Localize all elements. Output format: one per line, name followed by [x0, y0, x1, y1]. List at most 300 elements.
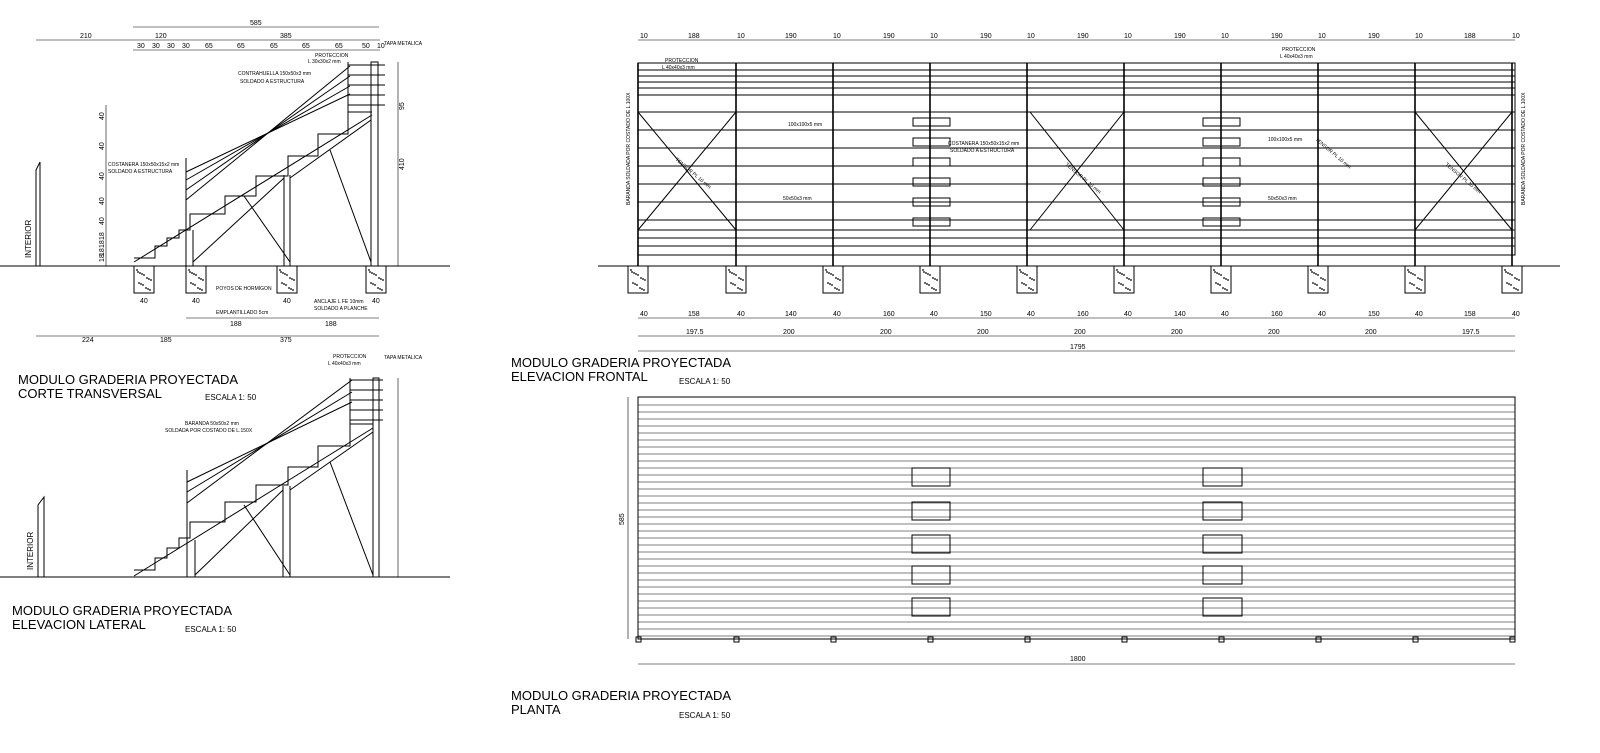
hatch-dot — [374, 284, 376, 286]
hatch-dot — [740, 278, 742, 280]
mid-dim-label: 150 — [1368, 311, 1380, 318]
hatch-dot — [1022, 272, 1024, 274]
interior-label: INTERIOR — [24, 219, 33, 258]
mid-dim-label: 40 — [930, 311, 938, 318]
hatch-dot — [1411, 283, 1413, 285]
note-poyos: POYOS DE HORMIGON — [216, 286, 272, 292]
dim-rear-zone: 385 — [280, 33, 292, 40]
hatch-dot — [734, 284, 736, 286]
vert-dim-label: 40 — [99, 142, 106, 150]
mid-dim-label: 40 — [1512, 311, 1520, 318]
hatch-dot — [381, 289, 383, 291]
sub-dim-label: 65 — [335, 43, 343, 50]
note-anclaje: ANCLAJE L FE 10mm — [314, 299, 364, 305]
hatch-dot — [1028, 287, 1030, 289]
hatch-dot — [643, 289, 645, 291]
mid-dim-label: 160 — [1077, 311, 1089, 318]
elevacion-frontal-view — [511, 33, 1560, 386]
hatch-dot — [827, 282, 829, 284]
sub-dimension-row — [137, 43, 385, 50]
hatch-dot — [1412, 273, 1414, 275]
hatch-dot — [732, 283, 734, 285]
hatch-dot — [281, 282, 283, 284]
hatch-dot — [730, 282, 732, 284]
hatch-dot — [200, 278, 202, 280]
hatch-dot — [189, 271, 191, 273]
frontal-rails — [638, 70, 1515, 246]
hatch-dot — [1128, 278, 1130, 280]
hatch-dot — [145, 287, 147, 289]
frontal-note-costanera: COSTANERA 150x50x15x2 mm — [948, 141, 1020, 147]
hatch-dot — [1226, 289, 1228, 291]
hatch-dot — [190, 282, 192, 284]
dim-planta-depth: 585 — [619, 513, 626, 525]
top-dim-label: 188 — [688, 33, 700, 40]
hatch-dot — [935, 289, 937, 291]
step-tread — [913, 218, 950, 226]
hatch-dot — [936, 279, 938, 281]
dim-bottom-c: 185 — [160, 337, 172, 344]
hatch-dot — [729, 271, 731, 273]
mid-dim-label: 40 — [737, 311, 745, 318]
hatch-dot — [728, 269, 730, 271]
low-dim-label: 200 — [1268, 329, 1280, 336]
hatch-dot — [830, 273, 832, 275]
low-dim-label: 200 — [1074, 329, 1086, 336]
hatch-dot — [372, 283, 374, 285]
hatch-dot — [138, 282, 140, 284]
top-dim-label: 190 — [1077, 33, 1089, 40]
lateral-note-proteccion-spec: L 40x40x3 mm — [328, 361, 361, 367]
vert-dim-label: 18 — [99, 232, 106, 240]
note-proteccion-spec: L 30x30x2 mm — [308, 59, 341, 65]
step-opening — [912, 468, 950, 486]
hatch-dot — [929, 274, 931, 276]
step-opening — [1203, 468, 1242, 486]
frontal-scale: ESCALA 1: 50 — [679, 377, 731, 386]
footing-width-label: 40 — [283, 298, 291, 305]
mid-dim-label: 150 — [980, 311, 992, 318]
hatch-dot — [288, 287, 290, 289]
hatch-dot — [1020, 271, 1022, 273]
hatch-dot — [149, 289, 151, 291]
hatch-dot — [285, 284, 287, 286]
top-dim-label: 10 — [640, 33, 648, 40]
vert-dim-label: 18 — [99, 254, 106, 262]
hatch-dot — [1029, 277, 1031, 279]
hatch-dot — [1516, 278, 1518, 280]
note-costanera: COSTANERA 150x50x15x2 mm — [108, 162, 180, 168]
dim-guard-height: 95 — [399, 102, 406, 110]
hatch-dot — [293, 279, 295, 281]
hatch-dot — [641, 288, 643, 290]
hatch-dot — [1413, 284, 1415, 286]
top-dim-label: 190 — [883, 33, 895, 40]
hatch-dot — [1122, 284, 1124, 286]
hatch-dot — [639, 287, 641, 289]
sub-dim-label: 30 — [167, 43, 175, 50]
top-dim-label: 188 — [1464, 33, 1476, 40]
corte-title-line2: CORTE TRANSVERSAL — [18, 386, 163, 401]
hatch-dot — [642, 278, 644, 280]
hatch-dot — [1313, 272, 1315, 274]
low-dim-label: 200 — [1171, 329, 1183, 336]
hatch-dot — [1506, 282, 1508, 284]
top-dim-label: 10 — [930, 33, 938, 40]
lateral-scale: ESCALA 1: 50 — [185, 625, 237, 634]
hatch-dot — [282, 272, 284, 274]
frontal-note-perfil-b: 50x50x3 mm — [783, 196, 812, 202]
frontal-title-line1: MODULO GRADERIA PROYECTADA — [511, 355, 732, 370]
hatch-dot — [826, 271, 828, 273]
hatch-dot — [284, 273, 286, 275]
hatch-dot — [1223, 277, 1225, 279]
mid-dim-label: 160 — [883, 311, 895, 318]
mid-dim-label: 40 — [640, 311, 648, 318]
top-dim-label: 190 — [1271, 33, 1283, 40]
lateral-note-baranda-spec: SOLDADA POR COSTADO DE L.150X — [165, 428, 253, 434]
frontal-note-perfil-a: 100x100x5 mm — [788, 122, 823, 128]
hatch-dot — [375, 274, 377, 276]
lateral-note-proteccion: PROTECCION — [333, 354, 367, 360]
hatch-dot — [1032, 289, 1034, 291]
hatch-dot — [198, 277, 200, 279]
mid-dim-label: 160 — [1271, 311, 1283, 318]
corte-scale: ESCALA 1: 50 — [205, 393, 257, 402]
top-dim-label: 10 — [1318, 33, 1326, 40]
top-dim-label: 10 — [1027, 33, 1035, 40]
step-tread — [913, 138, 950, 146]
hatch-dot — [1317, 274, 1319, 276]
hatch-dot — [1322, 278, 1324, 280]
hatch-dot — [139, 272, 141, 274]
hatch-dot — [828, 272, 830, 274]
mid-dim-label: 40 — [1027, 311, 1035, 318]
planta-slats — [638, 405, 1515, 636]
hatch-dot — [1510, 284, 1512, 286]
sub-dim-label: 30 — [137, 43, 145, 50]
hatch-dot — [838, 289, 840, 291]
top-dim-label: 190 — [785, 33, 797, 40]
hatch-dot — [1031, 278, 1033, 280]
hatch-dot — [1216, 272, 1218, 274]
frontal-note-proteccion-spec: L 40x40x3 mm — [662, 65, 695, 71]
dim-bottom-d: 375 — [280, 337, 292, 344]
hatch-dot — [931, 287, 933, 289]
frontal-note-tensor-d: TENSOR PL 10 mm — [1443, 161, 1482, 196]
mid-dim-label: 140 — [785, 311, 797, 318]
hatch-dot — [279, 269, 281, 271]
hatch-dot — [925, 272, 927, 274]
hatch-dot — [631, 271, 633, 273]
hatch-dot — [1220, 274, 1222, 276]
hatch-dot — [1407, 269, 1409, 271]
hatch-dot — [1311, 271, 1313, 273]
hatch-dot — [1217, 283, 1219, 285]
hatch-dot — [1417, 277, 1419, 279]
hatch-dot — [1505, 271, 1507, 273]
note-tapa-metalica: TAPA METALICA — [384, 41, 423, 47]
dim-bottom-e: 224 — [82, 337, 94, 344]
hatch-dot — [201, 289, 203, 291]
hatch-dot — [1030, 288, 1032, 290]
hatch-dot — [1511, 274, 1513, 276]
hatch-dot — [1126, 277, 1128, 279]
hatch-dot — [1025, 284, 1027, 286]
hatch-dot — [735, 274, 737, 276]
hatch-dot — [142, 284, 144, 286]
note-anclaje-soldado: SOLDADO A PLANCHE — [314, 306, 368, 312]
vert-dim-label: 40 — [99, 217, 106, 225]
hatch-dot — [928, 284, 930, 286]
vert-dim-label: 18 — [99, 248, 106, 256]
hatch-dot — [635, 273, 637, 275]
hatch-dot — [633, 272, 635, 274]
dim-bottom-a: 188 — [230, 321, 242, 328]
hatch-dot — [195, 274, 197, 276]
hatch-dot — [146, 277, 148, 279]
hatch-dot — [933, 288, 935, 290]
lateral-interior-label: INTERIOR — [26, 531, 35, 570]
hatch-dot — [1033, 279, 1035, 281]
planta-scale: ESCALA 1: 50 — [679, 711, 731, 720]
hatch-dot — [836, 288, 838, 290]
hatch-dot — [1518, 279, 1520, 281]
hatch-dot — [188, 269, 190, 271]
hatch-dot — [1419, 278, 1421, 280]
hatch-dot — [1513, 287, 1515, 289]
hatch-dot — [932, 277, 934, 279]
planta-title-line1: MODULO GRADERIA PROYECTADA — [511, 688, 732, 703]
hatch-dot — [1323, 289, 1325, 291]
step-opening — [1203, 566, 1242, 584]
hatch-dot — [926, 283, 928, 285]
hatch-dot — [1121, 273, 1123, 275]
hatch-dot — [148, 278, 150, 280]
hatch-dot — [839, 279, 841, 281]
hatch-dot — [290, 288, 292, 290]
hatch-dot — [1320, 277, 1322, 279]
frontal-note-proteccion: PROTECCION — [665, 58, 699, 64]
dim-post-height: 410 — [399, 158, 406, 170]
vertical-dimension-column — [99, 112, 106, 262]
hatch-dot — [1321, 288, 1323, 290]
hatch-dot — [380, 278, 382, 280]
hatch-dot — [1418, 288, 1420, 290]
sub-dim-label: 30 — [182, 43, 190, 50]
hatch-dot — [1213, 269, 1215, 271]
low-dim-label: 200 — [880, 329, 892, 336]
hatch-dot — [832, 274, 834, 276]
mid-dim-label: 40 — [1318, 311, 1326, 318]
hatch-dot — [1416, 287, 1418, 289]
hatch-dot — [1127, 288, 1129, 290]
hatch-dot — [370, 282, 372, 284]
hatch-dot — [1504, 269, 1506, 271]
low-dim-label: 200 — [977, 329, 989, 336]
sub-dim-label: 65 — [205, 43, 213, 50]
hatch-dot — [738, 277, 740, 279]
hatch-dot — [1024, 273, 1026, 275]
frontal-note-tensor-b: TENSOR PL 10 mm — [1063, 161, 1102, 196]
mid-dim-label: 40 — [1221, 311, 1229, 318]
hatch-dot — [1314, 283, 1316, 285]
mid-dim-label: 40 — [1415, 311, 1423, 318]
hatch-dot — [739, 288, 741, 290]
frontal-note-tensor-a: TENSOR PL 10 mm — [673, 156, 712, 191]
hatch-dot — [922, 269, 924, 271]
hatch-dot — [199, 288, 201, 290]
hatch-dot — [733, 273, 735, 275]
hatch-dot — [1420, 289, 1422, 291]
frontal-note-costanera-soldado: SOLDADO A ESTRUCTURA — [950, 148, 1015, 154]
hatch-dot — [382, 279, 384, 281]
mid-dim-label: 158 — [1464, 311, 1476, 318]
low-dim-label: 200 — [1365, 329, 1377, 336]
hatch-dot — [1310, 269, 1312, 271]
hatch-dot — [140, 283, 142, 285]
hatch-dot — [1514, 277, 1516, 279]
mid-dim-label: 140 — [1174, 311, 1186, 318]
dim-bottom-b: 188 — [325, 321, 337, 328]
frontal-top-dimensions — [638, 33, 1520, 40]
dim-step-zone: 120 — [155, 33, 167, 40]
frontal-note-perfil-c: 100x100x5 mm — [1268, 137, 1303, 143]
hatch-dot — [291, 278, 293, 280]
corte-title-line1: MODULO GRADERIA PROYECTADA — [18, 372, 239, 387]
hatch-dot — [831, 284, 833, 286]
hatch-dot — [150, 279, 152, 281]
hatch-dot — [644, 279, 646, 281]
hatch-dot — [1421, 279, 1423, 281]
step-tread — [913, 158, 950, 166]
hatch-dot — [192, 283, 194, 285]
dim-frontal-total: 1795 — [1070, 344, 1086, 351]
hatch-dot — [1116, 269, 1118, 271]
hatch-dot — [1508, 283, 1510, 285]
hatch-dot — [193, 273, 195, 275]
vert-dim-label: 40 — [99, 197, 106, 205]
hatch-dot — [1019, 269, 1021, 271]
top-dim-label: 190 — [1174, 33, 1186, 40]
top-dim-label: 10 — [1512, 33, 1520, 40]
sub-dim-label: 30 — [152, 43, 160, 50]
footing-width-label: 40 — [140, 298, 148, 305]
note-proteccion: PROTECCION — [315, 53, 349, 59]
frontal-mid-dimensions — [638, 311, 1520, 318]
frontal-title-line2: ELEVACION FRONTAL — [511, 369, 648, 384]
hatch-dot — [289, 277, 291, 279]
top-dim-label: 190 — [1368, 33, 1380, 40]
hatch-dot — [825, 269, 827, 271]
hatch-dot — [147, 288, 149, 290]
top-dim-label: 190 — [980, 33, 992, 40]
frontal-low-dimensions — [638, 329, 1515, 336]
hatch-dot — [630, 269, 632, 271]
note-soldado: SOLDADO A ESTRUCTURA — [240, 79, 305, 85]
dim-total-depth: 585 — [250, 20, 262, 27]
hatch-dot — [1408, 271, 1410, 273]
sub-dim-label: 10 — [377, 43, 385, 50]
step-tread — [913, 178, 950, 186]
hatch-dot — [1414, 274, 1416, 276]
hatch-dot — [369, 271, 371, 273]
hatch-dot — [191, 272, 193, 274]
hatch-dot — [637, 274, 639, 276]
footing-width-label: 40 — [192, 298, 200, 305]
lateral-title-line2: ELEVACION LATERAL — [12, 617, 146, 632]
sub-dim-label: 65 — [237, 43, 245, 50]
frontal-note-proteccion-right: PROTECCION — [1282, 47, 1316, 53]
hatch-dot — [1125, 287, 1127, 289]
hatch-dot — [934, 278, 936, 280]
mid-dim-label: 158 — [688, 311, 700, 318]
corte-transversal-view — [0, 20, 450, 402]
hatch-dot — [377, 287, 379, 289]
lateral-note-tapa: TAPA METALICA — [384, 355, 423, 361]
hatch-dot — [835, 277, 837, 279]
hatch-dot — [1410, 272, 1412, 274]
sub-dim-label: 50 — [362, 43, 370, 50]
hatch-dot — [378, 277, 380, 279]
hatch-dot — [636, 284, 638, 286]
frontal-footings — [628, 266, 1522, 293]
step-opening — [912, 566, 950, 584]
hatch-dot — [136, 269, 138, 271]
lateral-note-baranda: BARANDA 50x50x2 mm — [185, 421, 239, 427]
hatch-dot — [194, 284, 196, 286]
low-dim-label: 197.5 — [1462, 329, 1480, 336]
hatch-dot — [1517, 289, 1519, 291]
hatch-dot — [1021, 282, 1023, 284]
note-costanera-soldado: SOLDADO A ESTRUCTURA — [108, 169, 173, 175]
frontal-note-baranda-right: BARANDA SOLDADA POR COSTADO DE L.100X — [1521, 92, 1527, 205]
hatch-dot — [1214, 271, 1216, 273]
hatch-dot — [924, 282, 926, 284]
hatch-dot — [837, 278, 839, 280]
hatch-dot — [283, 283, 285, 285]
hatch-dot — [731, 272, 733, 274]
top-dim-label: 10 — [1124, 33, 1132, 40]
hatch-dot — [1507, 272, 1509, 274]
hatch-dot — [1117, 271, 1119, 273]
lateral-title-line1: MODULO GRADERIA PROYECTADA — [12, 603, 233, 618]
hatch-dot — [834, 287, 836, 289]
hatch-dot — [737, 287, 739, 289]
hatch-dot — [1515, 288, 1517, 290]
low-dim-label: 200 — [783, 329, 795, 336]
hatch-dot — [1023, 283, 1025, 285]
top-dim-label: 10 — [737, 33, 745, 40]
frontal-posts — [638, 63, 1512, 266]
hatch-dot — [1026, 274, 1028, 276]
hatch-dot — [371, 272, 373, 274]
hatch-dot — [1312, 282, 1314, 284]
hatch-dot — [1409, 282, 1411, 284]
footing-width-label: 40 — [372, 298, 380, 305]
hatch-dot — [1215, 282, 1217, 284]
top-dim-label: 10 — [1221, 33, 1229, 40]
hatch-dot — [379, 288, 381, 290]
vert-dim-label: 40 — [99, 172, 106, 180]
hatch-dot — [1319, 287, 1321, 289]
hatch-dot — [202, 279, 204, 281]
planta-title-line2: PLANTA — [511, 702, 561, 717]
frontal-note-tensor-c: TENSOR PL 10 mm — [1313, 136, 1352, 171]
hatch-dot — [1324, 279, 1326, 281]
hatch-dot — [923, 271, 925, 273]
frontal-note-baranda-left: BARANDA SOLDADA POR COSTADO DE L.100X — [626, 92, 632, 205]
